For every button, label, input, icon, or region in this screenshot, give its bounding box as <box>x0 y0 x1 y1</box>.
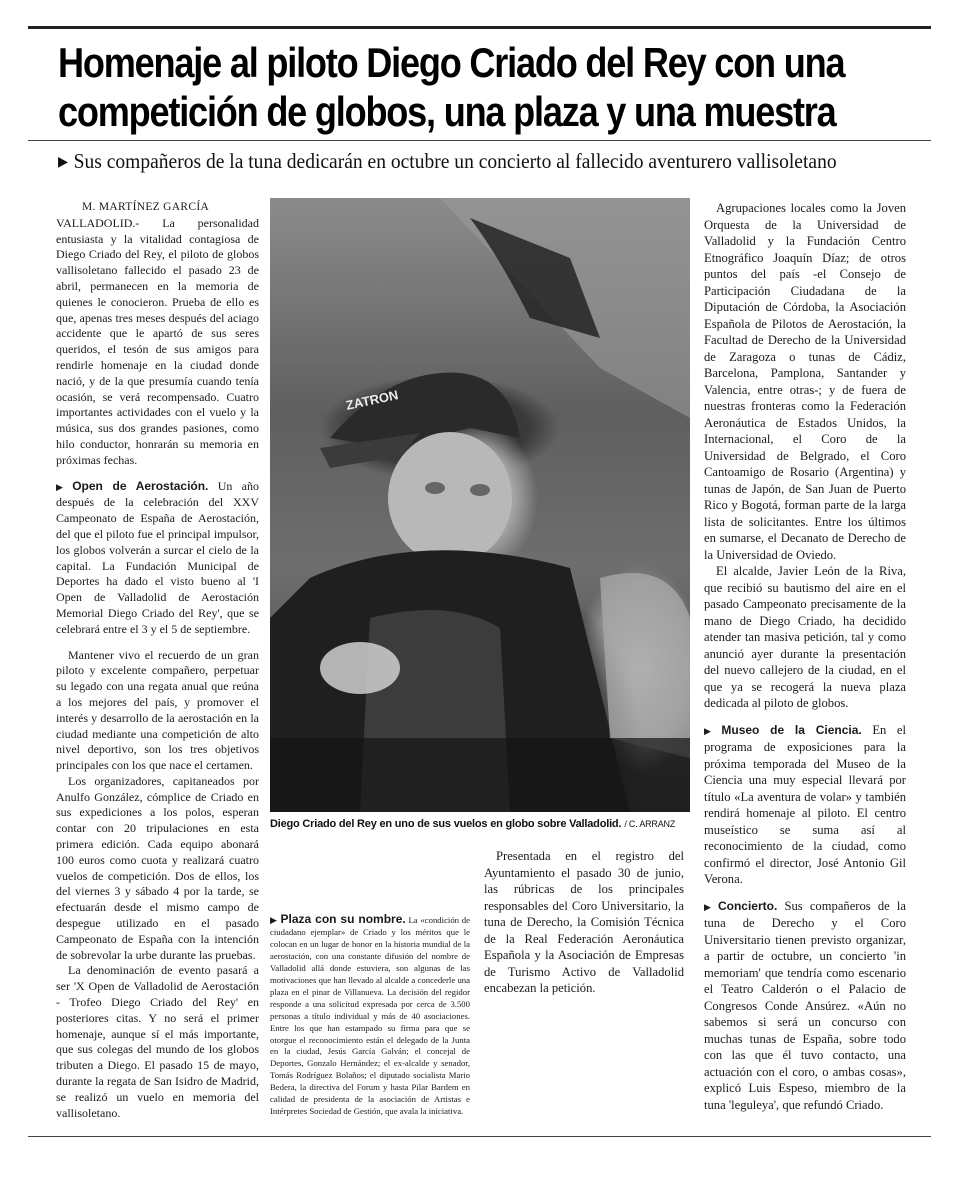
section-plaza: ▶ Plaza con su nombre. La «condición de ciudadano ejemplar» de Criado y los méritos que le colocan en un lugar de honor en la historia mundial de la aerostación, con una constante difusión del nombre de Valladolid allá donde estuviera, son algunas de las motivaciones que han llevado al alcalde a concederle una plaza en el pinar de Villanueva. La decisión del regidor responde a una solicitud expresada por cerca de 3.500 personas a título individual y más de 40 asociaciones. Entre los que han estampado su firma para que se otorgue el reconocimiento están el delegado de la Junta en la ciudad, Jesús García Galván; el concejal de Deportes, Gonzalo Hernández; el ex-alcalde y senador, Tomás Rodríguez Bolaños; el diputado socialista Mario Bedera, la directiva del Forum y hasta Pilar Bardem en calidad de presidenta de la asociación de Artistas e Intérpretes Sociedad de Gestión, que avala la iniciativa. <box>270 912 470 1117</box>
byline: M. MARTÍNEZ GARCÍA <box>82 201 210 213</box>
intro-paragraph: VALLADOLID.- La personalidad entusiasta y la vitalidad contagiosa de Diego Criado del Rey, el piloto de globos vallisoletano fallecido el pasado 23 de abril, permanecen en la memoria de quienes le conocieron. Prueba de ello es que, apenas tres meses después del aciago accidente que le apartó de sus seres queridos, el tesón de sus amigos para rendirle homenaje en la ciudad donde nació, y de la que presumía cuando tenía ocasión, se verá recompensado. Cuatro importantes actividades con el vuelo y la música, sus dos grandes pasiones, como hilo conductor, honrarán su memoria en próximas fechas. <box>56 215 259 467</box>
section-title-museo: ▶ Museo de la Ciencia. <box>704 722 862 737</box>
photo-diego-criado <box>270 198 690 812</box>
column-3 <box>484 848 684 997</box>
paragraph: El alcalde, Javier León de la Riva, que recibió su bautismo del aire en el pasado Campeonato precisamente de la mano de Diego Criado, ha decidido atender tan masiva petición, tal y como anunció ayer durante la presentación del nuevo callejero de la ciudad, en el que ya se recogerá la nueva plaza dedicada al piloto de globos. <box>704 564 906 710</box>
photo-credit: / C. ARRANZ <box>624 819 676 829</box>
headline: Homenaje al piloto Diego Criado del Rey con una competición de globos, una plaza y una muestra <box>58 39 845 135</box>
subheadline <box>58 148 942 176</box>
bottom-rule <box>28 1136 931 1137</box>
section-title-plaza: ▶ Plaza con su nombre. <box>270 912 406 926</box>
subhead-arrow-icon: ▶ <box>58 155 69 170</box>
paragraph: La denominación de evento pasará a ser 'X Open de Valladolid de Aerostación - Trofeo Diego Criado del Rey' en posteriores citas. Y no será el primer homenaje, aunque sí el más importante, que sus colegas del mundo de los globos tributen a Diego. El pasado 15 de mayo, durante la regata de San Isidro de Madrid, se realizó un vuelo en memoria del vallisoletano. <box>56 963 259 1120</box>
section-arrow-icon: ▶ <box>704 725 719 736</box>
headline-rule <box>28 140 931 141</box>
paragraph: Mantener vivo el recuerdo de un gran piloto y excelente compañero, perpetuar su legado con una regata anual que reúna a los mejores del país, y promover el interés y desarrollo de la aerostación en la ciudad mediante una competición de alto nivel deportivo, son los tres objetivos principales con los que nace el certamen. <box>56 647 259 773</box>
paragraph: Los organizadores, capitaneados por Anulfo González, cómplice de Criado en sus expediciones a los polos, esperan contar con 20 tripulaciones en esta primera edición. Cada equipo abonará 100 euros como cuota y realizará cuatro vuelos de competición. Dos de ellos, los del viernes 3 y sábado 4 por la tarde, se efectuarán desde el mismo campo de despegue utilizado en el pasado Campeonato de España con la intención de sobrevolar la urbe durante las pruebas. <box>56 773 259 962</box>
photo-illustration <box>270 198 690 812</box>
section-museo: ▶ Museo de la Ciencia. En el programa de exposiciones para la próxima temporada del Museo de la Ciencia una muy especial llevará por título «La aventura de volar» y también rendirá homenaje al piloto. El centro museístico se suma así al reconocimiento de la ciudad, como confirmó el director, José Antonio Gil Verona. <box>704 722 906 886</box>
subhead-text: Sus compañeros de la tuna dedicarán en octubre un concierto al fallecido aventurero vallisoletano <box>73 149 837 173</box>
section-title-concierto: ▶ Concierto. <box>704 898 778 913</box>
section-arrow-icon: ▶ <box>704 901 715 912</box>
column-1 <box>56 200 259 1121</box>
column-2 <box>270 848 470 1118</box>
top-rule <box>28 26 931 29</box>
section-title-open: ▶ Open de Aerostación. <box>56 478 209 493</box>
section-arrow-icon: ▶ <box>270 915 278 925</box>
section-open-aerostacion: ▶ Open de Aerostación. Un año después de la celebración del XXV Campeonato de España de Aerostación, del que el piloto fue el principal impulsor, los globos volverán a surcar el cielo de la capital. La Fundación Municipal de Deportes ha dado el visto bueno al 'I Open de Valladolid de Aerostación Memorial Diego Criado del Rey', que se celebrará entre el 3 y el 5 de septiembre. <box>56 478 259 636</box>
section-concierto: ▶ Concierto. Sus compañeros de la tuna de Derecho y el Coro Universitario tienen previsto organizar, a partir de octubre, un concierto 'in memoriam' que tendría como escenario el Teatro Calderón o el Palacio de Congresos Conde Ansúrez. «Aún no sabemos si será un concurso con muchas tunas de España, sobre todo con las que él tuvo contacto, una actuación con el coro, o ambas cosas», explicó Luis Espeso, miembro de la tuna 'leguleya', que refundó Criado. <box>704 898 906 1112</box>
photo-caption: Diego Criado del Rey en uno de sus vuelos en globo sobre Valladolid. / C. ARRANZ <box>270 818 676 830</box>
paragraph: Presentada en el registro del Ayuntamiento el pasado 30 de junio, las rúbricas de los principales responsables del Coro Universitario, la tuna de Derecho, la Comisión Técnica de la Real Federación Aeronáutica Española y la Asociación de Empresas de Turismo Activo de Valladolid encabezan la petición. <box>484 849 684 995</box>
section-arrow-icon: ▶ <box>56 481 70 492</box>
column-4 <box>704 200 906 1113</box>
paragraph: Agrupaciones locales como la Joven Orquesta de la Universidad de Valladolid y la Fundación Centro Etnográfico Joaquín Díaz; de otros puntos del país -el Consejo de Participación Ciudadana de la Diputación de Córdoba, la Asociación Española de Pilotos de Aerostación, la Facultad de Derecho de la Universidad de Zaragoza o tunas de Cádiz, Barcelona, Pamplona, Santander y Valencia, entre otras-; y de fuera de nuestras fronteras como la Federación Aeronáutica de Estados Unidos, la Internacional, el Coro de la Universidad de Belgrado, el Coro Cantoamigo de Rosario (Argentina) y tunas de Japón, de San Juan de Puerto Rico y Bogotá, forman parte de la larga lista de solicitantes. Entre los últimos en sumarse, el Decanato de Derecho de la Universidad de Oviedo. <box>704 201 906 562</box>
cap-logo: ZATRON <box>344 387 400 413</box>
